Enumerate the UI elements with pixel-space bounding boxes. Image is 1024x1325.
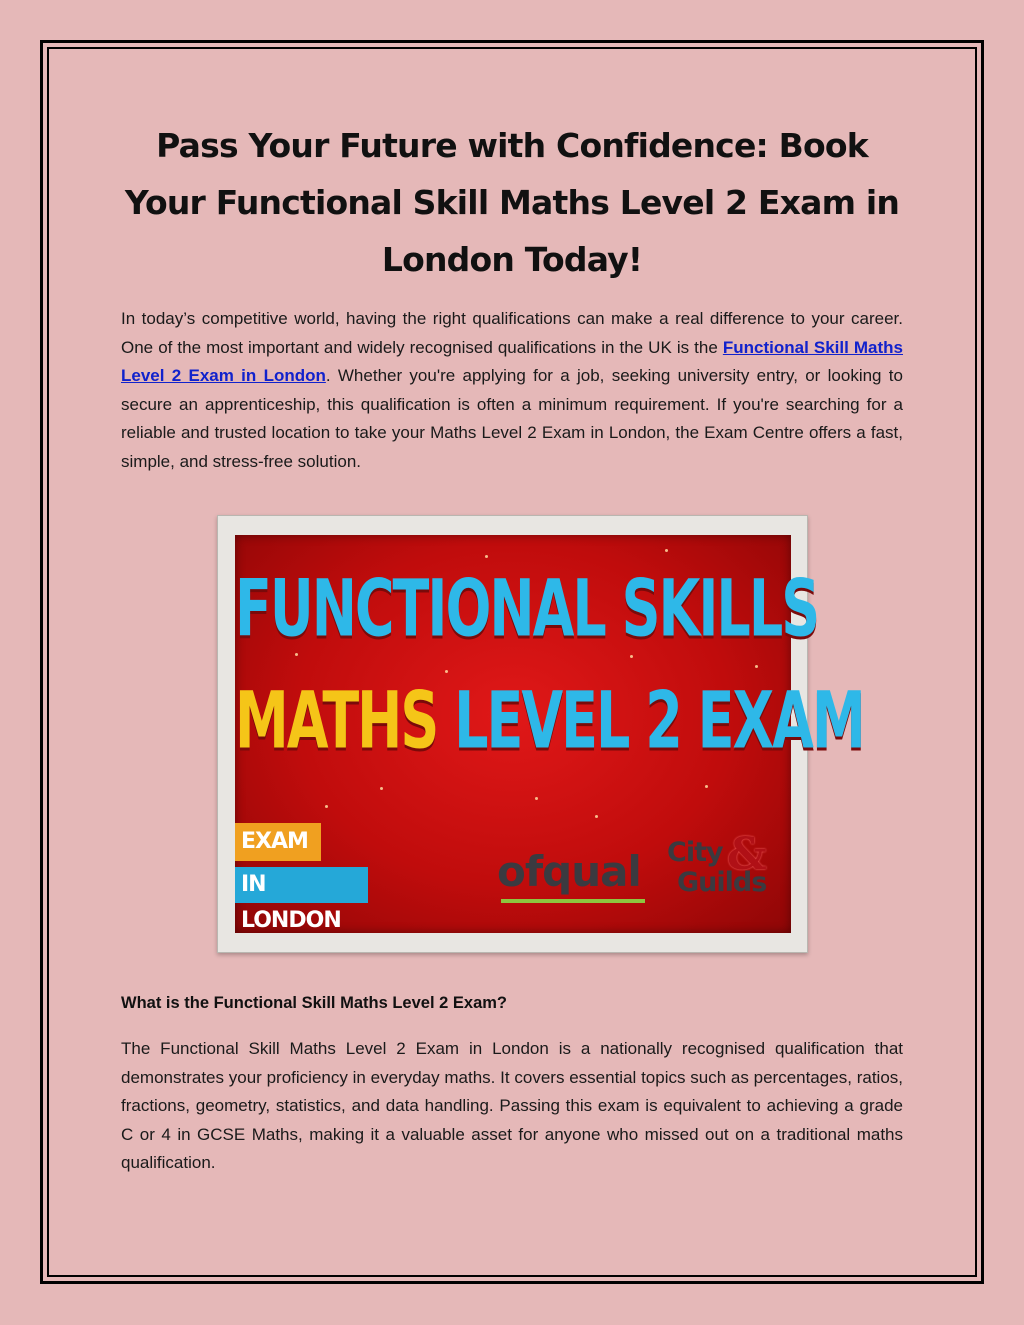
sparkle: [485, 555, 488, 558]
sparkle: [595, 815, 598, 818]
city-guilds-guilds: Guilds: [677, 867, 767, 898]
section-heading: What is the Functional Skill Maths Level 2 Exam?: [121, 994, 508, 1012]
ofqual-logo-underline: [501, 899, 645, 903]
intro-paragraph: [121, 305, 903, 476]
exam-tag: EXAM: [235, 823, 321, 861]
banner-image: [217, 515, 864, 953]
city-guilds-logo: [665, 829, 785, 915]
banner-subheadline: [235, 675, 864, 767]
sparkle: [380, 787, 383, 790]
ofqual-logo: ofqual: [497, 847, 641, 896]
sparkle: [665, 549, 668, 552]
london-tag: IN LONDON: [235, 867, 368, 903]
intro-text-end: . Whether you're applying for a job, seeking university entry, or looking to secure an apprenticeship, this qualification is often a minimum requirement. If you're searching for a reliable and trusted location to take your Maths Level 2 Exam in London, the Exam Centre offers a fast, simple, and stress-free solution.: [121, 366, 903, 471]
banner-canvas: [235, 535, 864, 933]
intro-text-start: In today’s competitive world, having the right qualifications can make a real difference to your career. One of the most important and widely recognised qualifications in the UK is the: [121, 309, 903, 357]
sparkle: [325, 805, 328, 808]
sparkle: [705, 785, 708, 788]
sparkle: [535, 797, 538, 800]
banner-headline: FUNCTIONAL SKILLS: [235, 563, 819, 655]
city-guilds-ampersand: &: [727, 829, 767, 880]
sparkle: [445, 670, 448, 673]
city-guilds-city: City: [667, 837, 723, 868]
exam-link[interactable]: Functional Skill Maths Level 2 Exam in London: [121, 337, 903, 385]
section-paragraph: The Functional Skill Maths Level 2 Exam in London is a nationally recognised qualification that demonstrates your proficiency in everyday maths. It covers essential topics such as percentages, ratios, fractions, geometry, statistics, and data handling. Passing this exam is equivalent to achieving a grade C or 4 in GCSE Maths, making it a valuable asset for anyone who missed out on a traditional maths qualification.: [121, 1039, 903, 1172]
banner-maths-word: MATHS: [235, 675, 438, 767]
page-title: Pass Your Future with Confidence: Book Your Functional Skill Maths Level 2 Exam in London Today!: [124, 126, 900, 279]
sparkle: [755, 665, 758, 668]
sparkle: [630, 655, 633, 658]
banner-level-text: LEVEL 2 EXAM: [454, 675, 864, 767]
